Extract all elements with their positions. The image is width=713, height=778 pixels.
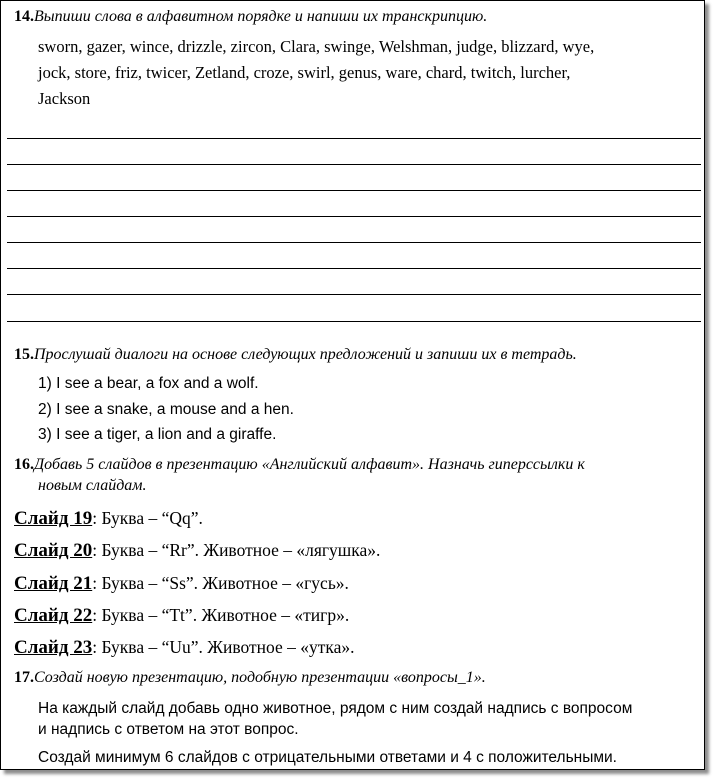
answer-line — [7, 138, 701, 139]
answer-line — [7, 268, 701, 269]
slide-description: : Буква – “Rr”. Животное – «лягушка». — [92, 540, 381, 560]
slide-description: : Буква – “Tt”. Животное – «тигр». — [92, 605, 350, 625]
task-17-number: 17. — [14, 669, 34, 686]
task-14-words-line-2: jock, store, friz, twicer, Zetland, croze, swirl, genus, ware, chard, twitch, lurcher, — [38, 63, 571, 82]
answer-line — [7, 294, 701, 295]
task-15-heading — [14, 346, 577, 364]
slide-label: Слайд 20 — [14, 540, 93, 561]
slide-label: Слайд 21 — [14, 573, 93, 594]
task-15-item-3: 3) I see a tiger, a lion and a giraffe. — [38, 426, 277, 443]
slide-description: : Буква – “Qq”. — [92, 508, 203, 528]
slide-description: : Буква – “Ss”. Животное – «гусь». — [92, 573, 349, 593]
answer-line — [7, 216, 701, 217]
task-16-instruction-text-2: новым слайдам. — [38, 477, 147, 494]
slide-item — [14, 508, 203, 530]
task-16-number: 16. — [14, 456, 34, 473]
task-17-paragraph-1-line-1: На каждый слайд добавь одно животное, рядом с ним создай надпись с вопросом — [38, 700, 633, 717]
task-15-number: 15. — [14, 346, 34, 363]
slide-item — [14, 637, 355, 659]
answer-line — [7, 190, 701, 191]
task-14-heading — [14, 8, 487, 26]
task-16-instruction-line-1: Добавь 5 слайдов в презентацию «Английский алфавит». Назначь гиперссылки к — [34, 456, 585, 473]
answer-line — [7, 164, 701, 165]
slide-item — [14, 540, 380, 562]
slide-item — [14, 573, 349, 595]
answer-line — [7, 242, 701, 243]
task-14-words-line-3: Jackson — [38, 89, 91, 108]
task-15-item-2: 2) I see a snake, a mouse and a hen. — [38, 401, 294, 418]
task-14-instruction: Выпиши слова в алфавитном порядке и напиши их транскрипцию. — [34, 8, 488, 25]
slide-label: Слайд 23 — [14, 637, 93, 658]
task-17-paragraph-1-line-2: и надпись с ответом на этот вопрос. — [38, 721, 299, 738]
slide-label: Слайд 19 — [14, 508, 93, 529]
task-14-number: 14. — [14, 8, 34, 25]
task-15-item-1: 1) I see a bear, a fox and a wolf. — [38, 375, 259, 392]
slide-description: : Буква – “Uu”. Животное – «утка». — [92, 637, 355, 657]
task-17-paragraph-2: Создай минимум 6 слайдов с отрицательными ответами и 4 с положительными. — [38, 749, 617, 766]
task-17-instruction: Создай новую презентацию, подобную презентации «вопросы_1». — [34, 669, 486, 686]
task-15-instruction: Прослушай диалоги на основе следующих предложений и запиши их в тетрадь. — [34, 346, 577, 363]
task-17-heading — [14, 669, 486, 687]
task-16-instruction-line-2 — [38, 477, 147, 495]
slide-label: Слайд 22 — [14, 605, 93, 626]
task-14-words-line-1: sworn, gazer, wince, drizzle, zircon, Clara, swinge, Welshman, judge, blizzard, wye, — [38, 37, 595, 56]
answer-line — [7, 321, 701, 322]
slide-item — [14, 605, 349, 627]
task-16-heading — [14, 456, 585, 474]
